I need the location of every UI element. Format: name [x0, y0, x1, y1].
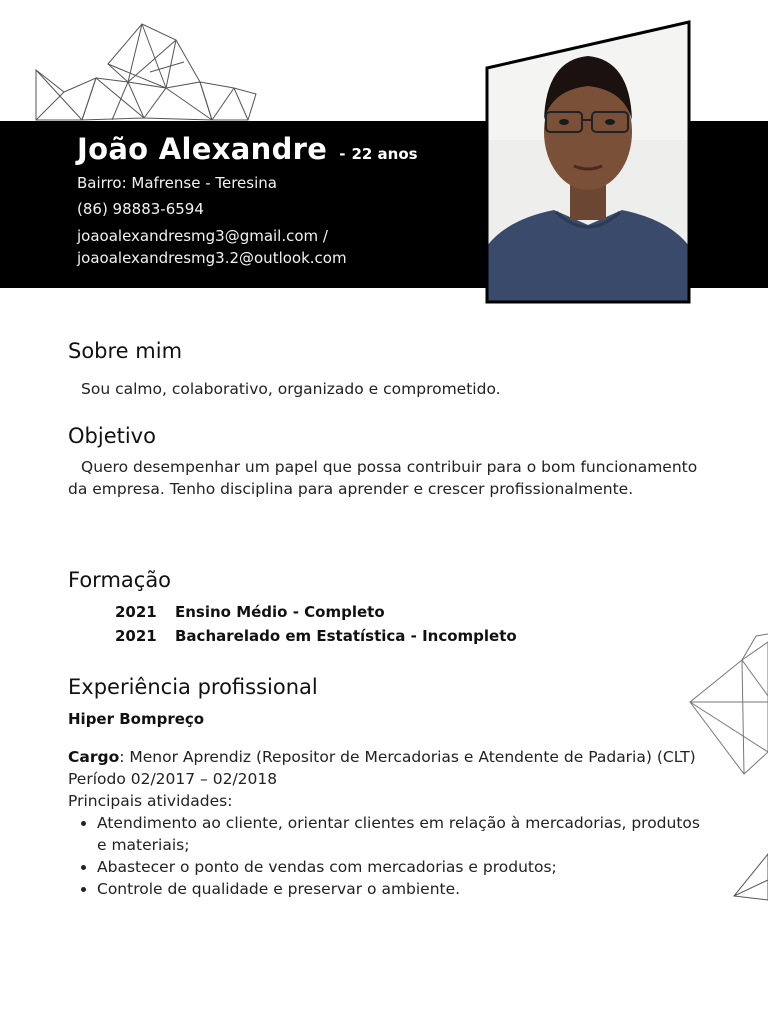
job-role: [68, 746, 700, 768]
candidate-age: 22 anos: [351, 145, 418, 163]
education-item: [115, 627, 517, 645]
about-title: Sobre mim: [68, 339, 183, 363]
geometric-decoration-right-small: [732, 850, 768, 902]
objective-text: Quero desempenhar um papel que possa contribuir para o bom funcionamento da empresa. Tenho disciplina para aprender e crescer profissionalmente.: [68, 458, 698, 498]
phone-text: (86) 98883-6594: [77, 200, 204, 218]
name-line: [77, 132, 418, 166]
candidate-name: João Alexandre: [77, 132, 328, 166]
company-name: Hiper Bompreço: [68, 710, 205, 728]
address-text: Bairro: Mafrense - Teresina: [77, 174, 277, 192]
role-label: Cargo: [68, 748, 120, 766]
list-item: • Controle de qualidade e preservar o ambiente.: [97, 878, 700, 900]
about-text: Sou calmo, colaborativo, organizado e comprometido.: [81, 380, 501, 398]
activities-list: [68, 812, 700, 900]
age-separator: -: [339, 145, 346, 163]
list-item: • Abastecer o ponto de vendas com mercadorias e produtos;: [97, 856, 700, 878]
role-text: : Menor Aprendiz (Repositor de Mercadorias e Atendente de Padaria) (CLT): [119, 748, 696, 766]
education-title: Formação: [68, 568, 172, 592]
education-course: Bacharelado em Estatística - Incompleto: [175, 627, 517, 645]
email-primary: joaoalexandresmg3@gmail.com /: [77, 227, 328, 245]
education-year: 2021: [115, 603, 157, 621]
job-details: [68, 746, 700, 900]
geometric-decoration-top: [34, 22, 259, 124]
activities-label: Principais atividades:: [68, 792, 233, 810]
objective-title: Objetivo: [68, 424, 156, 448]
education-course: Ensino Médio - Completo: [175, 603, 385, 621]
experience-title: Experiência profissional: [68, 675, 318, 699]
profile-photo: [484, 20, 692, 304]
education-year: 2021: [115, 627, 157, 645]
education-item: [115, 603, 385, 621]
email-secondary: joaoalexandresmg3.2@outlook.com: [77, 249, 347, 267]
list-item: • Atendimento ao cliente, orientar clientes em relação à mercadorias, produtos e materiais;: [97, 812, 700, 856]
job-period: Período 02/2017 – 02/2018: [68, 770, 278, 788]
